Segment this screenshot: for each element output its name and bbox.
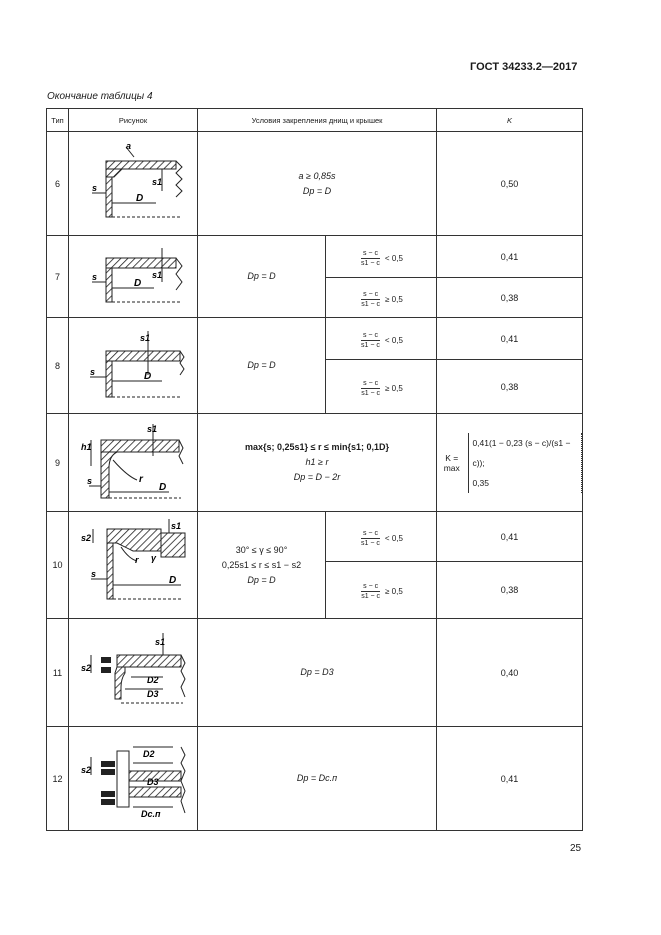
- figure-type-9: [77, 420, 189, 506]
- row-type-number: 11: [47, 619, 69, 727]
- row-k-value: 0,41: [437, 512, 583, 562]
- comparison: < 0,5: [384, 533, 403, 543]
- comparison: ≥ 0,5: [385, 294, 403, 304]
- table-row-type-7: [47, 236, 583, 278]
- figure-type-8: [78, 327, 188, 405]
- label-Dsp: Dс.п: [141, 808, 161, 819]
- fraction-numerator: s − c: [362, 529, 378, 537]
- sub-condition: [326, 512, 437, 562]
- row-type-number: 8: [47, 318, 69, 414]
- figure-type-7: [78, 244, 188, 310]
- row-type-number: 6: [47, 132, 69, 236]
- col-figure-header: Рисунок: [69, 109, 198, 132]
- table-row-type-8: [47, 318, 583, 360]
- col-conditions-header: Условия закрепления днищ и крышек: [198, 109, 437, 132]
- sub-condition: [326, 360, 437, 414]
- condition-line: Dр = D: [247, 574, 276, 585]
- label-D2: D2: [147, 674, 159, 685]
- label-s: s: [90, 366, 96, 377]
- label-s1: s1: [171, 521, 182, 531]
- label-h1: h1: [81, 441, 92, 452]
- label-D2: D2: [143, 748, 155, 759]
- row-k-formula: [437, 414, 583, 512]
- row-conditions: [198, 318, 326, 414]
- fastening-table: [46, 108, 583, 831]
- k-formula-line2: 0,35: [472, 477, 489, 488]
- label-s: s: [91, 569, 97, 579]
- standard-number: ГОСТ 34233.2—2017: [470, 61, 578, 73]
- row-k-value: 0,38: [437, 360, 583, 414]
- label-s2: s2: [81, 533, 92, 543]
- fraction-numerator: s − c: [363, 379, 379, 387]
- figure-type-10: [77, 517, 189, 613]
- label-r: r: [135, 555, 139, 565]
- label-s: s: [92, 182, 98, 193]
- comparison: ≥ 0,5: [385, 383, 403, 393]
- condition-line: Dр = D: [247, 271, 276, 281]
- condition-line: Dр = D: [302, 185, 332, 196]
- sub-condition: [326, 236, 437, 278]
- sub-condition: [326, 562, 437, 619]
- page-number: 25: [570, 843, 582, 854]
- table-caption: Окончание таблицы 4: [47, 91, 153, 102]
- label-s1: s1: [147, 423, 158, 434]
- condition-line: Dр = D: [247, 360, 276, 370]
- row-type-number: 12: [47, 727, 69, 831]
- comparison: < 0,5: [384, 335, 403, 345]
- label-gamma: γ: [151, 553, 157, 563]
- fraction-numerator: s − c: [363, 290, 379, 298]
- fraction-denominator: s1 − c: [361, 341, 380, 349]
- condition-line: max{s; 0,25s1} ≤ r ≤ min{s1; 0,1D}: [245, 442, 389, 452]
- row-conditions: [198, 512, 326, 619]
- label-s1: s1: [155, 636, 166, 647]
- fraction-denominator: s1 − c: [361, 593, 381, 600]
- label-D: D: [144, 370, 152, 382]
- k-formula-prefix: K = max: [443, 452, 460, 473]
- condition-line: Dр = D − 2r: [293, 472, 341, 482]
- figure-type-6: [78, 141, 188, 227]
- row-conditions: [198, 619, 437, 727]
- figure-type-11: [77, 627, 189, 719]
- row-conditions: [198, 236, 326, 318]
- row-conditions: [198, 414, 437, 512]
- row-type-number: 10: [47, 512, 69, 619]
- row-conditions: [198, 132, 437, 236]
- row-figure: [69, 414, 198, 512]
- label-D: D: [159, 481, 167, 493]
- col-type-header: Тип: [47, 109, 69, 132]
- condition-line: h1 ≥ r: [305, 457, 329, 467]
- label-s2: s2: [81, 662, 92, 673]
- label-s1: s1: [152, 269, 163, 280]
- table-row-type-6: [47, 132, 583, 236]
- label-D3: D3: [147, 688, 159, 699]
- table-row-type-12: [47, 727, 583, 831]
- label-D: D: [134, 277, 142, 289]
- row-conditions: [198, 727, 437, 831]
- fraction-denominator: s1 − c: [361, 539, 380, 547]
- col-k-header: K: [437, 109, 583, 132]
- fraction-numerator: s − c: [362, 331, 378, 339]
- label-D: D: [136, 192, 144, 204]
- row-type-number: 7: [47, 236, 69, 318]
- label-s: s: [92, 271, 98, 282]
- condition-line: 0,25s1 ≤ r ≤ s1 − s2: [221, 559, 302, 570]
- row-figure: [69, 236, 198, 318]
- row-type-number: 9: [47, 414, 69, 512]
- fraction-denominator: s1 − c: [361, 259, 380, 267]
- condition-line: Dр = Dс.п: [296, 773, 338, 783]
- fraction-numerator: s − c: [363, 583, 379, 590]
- label-s1: s1: [152, 176, 163, 187]
- row-k-value: 0,41: [437, 236, 583, 278]
- fraction-numerator: s − c: [362, 249, 378, 257]
- figure-type-12: [77, 733, 189, 825]
- fraction-denominator: s1 − c: [361, 389, 381, 397]
- label-a: a: [126, 140, 132, 151]
- row-figure: [69, 727, 198, 831]
- row-k-value: 0,41: [437, 727, 583, 831]
- row-figure: [69, 318, 198, 414]
- row-k-value: 0,40: [437, 619, 583, 727]
- row-k-value: 0,38: [437, 278, 583, 318]
- k-formula-line1: 0,41(1 − 0,23 (s − c)/(s1 − c));: [472, 437, 571, 468]
- condition-line: 30° ≤ γ ≤ 90°: [235, 544, 288, 555]
- table-row-type-9: [47, 414, 583, 512]
- sub-condition: [326, 278, 437, 318]
- condition-line: Dр = D3: [300, 667, 334, 677]
- sub-condition: [326, 318, 437, 360]
- table-row-type-10: [47, 512, 583, 562]
- label-r: r: [139, 473, 143, 485]
- row-figure: [69, 619, 198, 727]
- label-D3: D3: [147, 776, 159, 787]
- row-figure: [69, 512, 198, 619]
- condition-line: a ≥ 0,85s: [298, 170, 336, 181]
- table-header-row: [47, 109, 583, 132]
- row-k-value: 0,41: [437, 318, 583, 360]
- label-D: D: [169, 575, 177, 586]
- row-k-value: 0,38: [437, 562, 583, 619]
- table-row-type-11: [47, 619, 583, 727]
- fraction-denominator: s1 − c: [361, 300, 381, 308]
- row-k-value: 0,50: [437, 132, 583, 236]
- row-figure: [69, 132, 198, 236]
- comparison: ≥ 0,5: [385, 587, 403, 596]
- label-s1: s1: [140, 332, 151, 343]
- label-s2: s2: [81, 764, 92, 775]
- label-s: s: [87, 475, 93, 486]
- comparison: < 0,5: [384, 253, 403, 263]
